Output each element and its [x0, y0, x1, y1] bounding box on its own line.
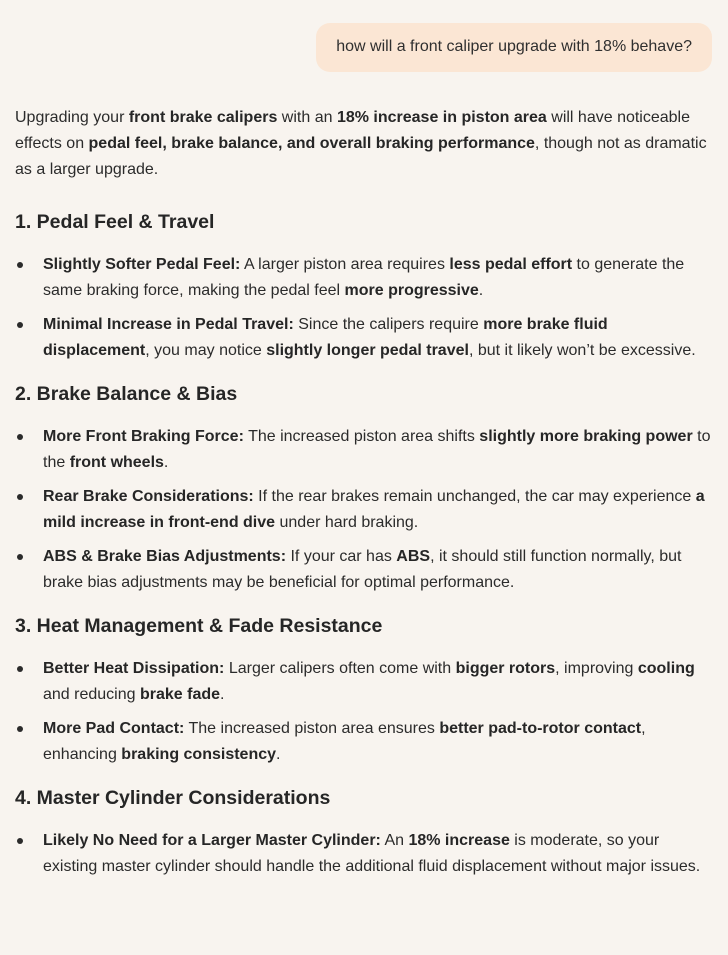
- bold-text: More Pad Contact:: [43, 720, 185, 737]
- bold-text: ABS: [396, 548, 431, 565]
- list-item: [15, 544, 715, 596]
- assistant-reply: [15, 105, 715, 897]
- bullet-dot-icon: [17, 322, 23, 328]
- bold-text: front wheels: [69, 454, 164, 471]
- text-run: A larger piston area requires: [240, 256, 450, 273]
- text-run: to the: [43, 428, 711, 471]
- text-run: , it should still function normally, but brake bias adjustments may be beneficial for optimal performance.: [43, 548, 682, 591]
- text-run: under hard braking.: [275, 514, 419, 531]
- list-item: [15, 312, 715, 364]
- bold-text: braking consistency: [121, 746, 277, 763]
- section-heading: 3. Heat Management & Fade Resistance: [15, 615, 383, 637]
- list-item: [15, 424, 715, 476]
- text-run: .: [478, 282, 484, 299]
- bullet-dot-icon: [17, 554, 23, 560]
- bold-text: Minimal Increase in Pedal Travel:: [43, 316, 294, 333]
- reply-section: [15, 613, 715, 768]
- text-run: .: [220, 686, 225, 703]
- bold-text: bigger rotors: [455, 660, 556, 677]
- bold-text: a mild increase in front-end dive: [43, 488, 705, 531]
- text-run: , but it likely won’t be excessive.: [468, 342, 696, 359]
- text-run: Upgrading your: [15, 109, 129, 126]
- bullet-list: [15, 656, 715, 768]
- user-message-row: [316, 23, 712, 72]
- bold-text: more progressive: [344, 282, 479, 299]
- text-run: , improving: [555, 660, 638, 677]
- bold-text: Rear Brake Considerations:: [43, 488, 254, 505]
- reply-intro-paragraph: [15, 105, 715, 183]
- text-run: Larger calipers often come with: [224, 660, 456, 677]
- bold-text: slightly longer pedal travel: [266, 342, 469, 359]
- bold-text: more brake fluid displacement: [43, 316, 608, 359]
- bullet-dot-icon: [17, 434, 23, 440]
- text-run: The increased piston area ensures: [184, 720, 440, 737]
- text-run: with an: [277, 109, 337, 126]
- bold-text: front brake calipers: [128, 109, 278, 126]
- text-run: The increased piston area shifts: [243, 428, 480, 445]
- text-run: Since the calipers require: [293, 316, 484, 333]
- text-run: .: [163, 454, 169, 471]
- text-run: .: [276, 746, 281, 763]
- text-run: An: [380, 832, 409, 849]
- bold-text: pedal feel, brake balance, and overall braking performance: [88, 135, 535, 152]
- bullet-dot-icon: [17, 494, 23, 500]
- text-run: , enhancing: [43, 720, 646, 763]
- text-run: and reducing: [43, 686, 140, 703]
- bullet-dot-icon: [17, 666, 23, 672]
- reply-section: [15, 785, 715, 880]
- text-run: , you may notice: [145, 342, 267, 359]
- text-run: is moderate, so your existing master cylinder should handle the additional fluid displacement without major issues.: [43, 832, 701, 875]
- bold-text: Better Heat Dissipation:: [43, 660, 225, 677]
- bullet-list: [15, 828, 715, 880]
- list-item: [15, 828, 715, 880]
- bold-text: cooling: [637, 660, 695, 677]
- bold-text: Likely No Need for a Larger Master Cylinder:: [43, 832, 381, 849]
- bold-text: 18% increase in piston area: [336, 109, 547, 126]
- bullet-dot-icon: [17, 838, 23, 844]
- list-item: [15, 716, 715, 768]
- reply-section: [15, 209, 715, 364]
- text-run: , though not as dramatic as a larger upgrade.: [15, 135, 707, 178]
- bold-text: slightly more braking power: [479, 428, 693, 445]
- reply-section: [15, 381, 715, 596]
- reply-sections: [15, 209, 715, 880]
- bullet-dot-icon: [17, 262, 23, 268]
- list-item: [15, 656, 715, 708]
- text-run: If the rear brakes remain unchanged, the car may experience: [253, 488, 696, 505]
- bold-text: better pad-to-rotor contact: [439, 720, 642, 737]
- list-item: [15, 484, 715, 536]
- bold-text: 18% increase: [408, 832, 510, 849]
- bold-text: More Front Braking Force:: [43, 428, 244, 445]
- text-run: to generate the same braking force, making the pedal feel: [43, 256, 685, 299]
- user-message-bubble: how will a front caliper upgrade with 18% behave?: [316, 23, 712, 72]
- bold-text: Slightly Softer Pedal Feel:: [43, 256, 241, 273]
- bold-text: brake fade: [139, 686, 221, 703]
- bold-text: less pedal effort: [449, 256, 573, 273]
- text-run: If your car has: [286, 548, 397, 565]
- list-item: [15, 252, 715, 304]
- bullet-list: [15, 252, 715, 364]
- bold-text: ABS & Brake Bias Adjustments:: [43, 548, 287, 565]
- section-heading: 2. Brake Balance & Bias: [15, 383, 238, 405]
- section-heading: 1. Pedal Feel & Travel: [15, 211, 215, 233]
- bullet-dot-icon: [17, 726, 23, 732]
- text-run: will have noticeable effects on: [15, 109, 691, 152]
- section-heading: 4. Master Cylinder Considerations: [15, 787, 331, 809]
- bullet-list: [15, 424, 715, 596]
